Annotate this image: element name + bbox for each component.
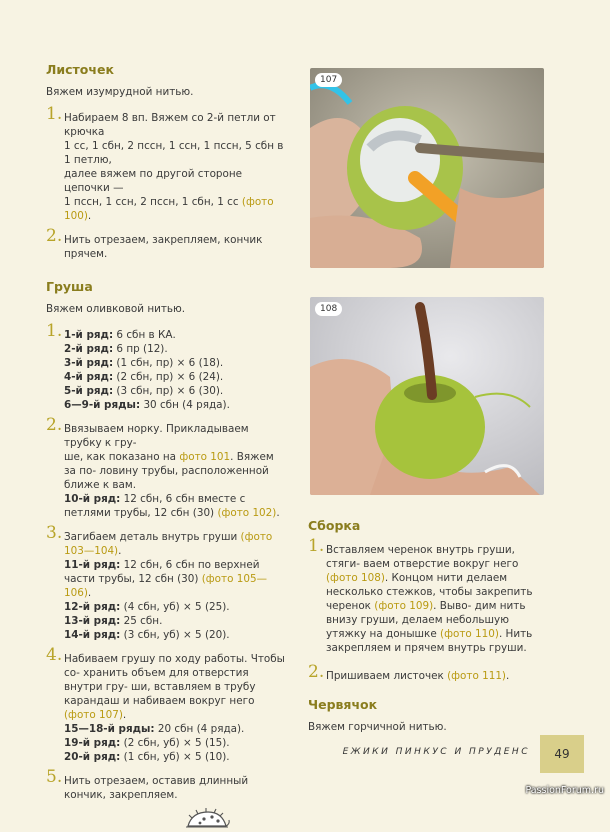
step-4-text: Набиваем грушу по ходу работы. Чтобы со- хранить объем для отверстия внутри гру- ши, вставляем в трубу карандаш и набиваем вокруг него [64, 653, 285, 707]
row-label: 5-й ряд: [64, 385, 114, 397]
row-tail: . [276, 507, 280, 519]
assembly-step-1-part-c: . Выво- дим нить внизу груши, делаем небольшую утяжку на донышке [326, 600, 526, 640]
row-text: 6 пр (12). [116, 343, 168, 355]
row-line [64, 722, 286, 736]
photo-ref: (фото 109) [374, 600, 434, 612]
leaf-step-1-line-1: Набираем 8 вп. Вяжем со 2-й петли от крючка [64, 112, 276, 138]
photo-ref: (фото 107) [64, 709, 123, 721]
left-column [46, 62, 286, 832]
row-line [64, 384, 286, 398]
row-line [64, 398, 286, 412]
right-column [308, 518, 546, 746]
pear-step-3 [46, 523, 286, 642]
row-label: 19-й ряд: [64, 737, 121, 749]
step-2-line-1: Ввязываем норку. Прикладываем трубку к гру- [64, 423, 249, 449]
row-line [64, 558, 286, 600]
book-title: ЕЖИКИ ПИНКУС И ПРУДЕНС [342, 747, 530, 757]
step-number: 5. [46, 767, 63, 787]
step-3-tail: . [118, 545, 122, 557]
row-line [64, 600, 286, 614]
row-text: (4 сбн, уб) × 5 (25). [123, 601, 230, 613]
step-number: 4. [46, 645, 63, 665]
photo-ref: (фото 102) [217, 507, 277, 519]
assembly-step-2-text: Пришиваем листочек [326, 670, 444, 682]
step-3-text: Загибаем деталь внутрь груши [64, 531, 238, 543]
photo-ref: (фото 110) [440, 628, 499, 640]
photo-108-image [310, 297, 544, 495]
row-line [64, 492, 286, 520]
step-number: 2. [46, 415, 63, 435]
assembly-step-1-part-a: Вставляем черенок внутрь груши, стяги- ваем отверстие вокруг него [326, 544, 519, 570]
leaf-step-2 [46, 226, 286, 261]
row-text: 12 сбн, 6 сбн по верхней части трубы, 12 сбн (30) [64, 559, 260, 585]
photo-ref: фото 101 [179, 451, 231, 463]
leaf-step-1 [46, 104, 286, 223]
row-text: 25 сбн. [123, 615, 163, 627]
leaf-step-1-line-4: 1 пссн, 1 ссн, 2 пссн, 1 сбн, 1 сс [64, 196, 239, 208]
row-label: 1-й ряд: [64, 329, 114, 341]
leaf-intro: Вяжем изумрудной нитью. [46, 86, 194, 98]
row-label: 12-й ряд: [64, 601, 121, 613]
watermark: PassionForum.ru [525, 785, 604, 796]
pear-step-2 [46, 415, 286, 520]
row-line [64, 614, 286, 628]
photo-108 [310, 297, 544, 495]
row-text: (3 сбн, уб) × 5 (20). [123, 629, 230, 641]
row-text: (1 сбн, уб) × 5 (10). [123, 751, 230, 763]
row-text: 30 сбн (4 ряда). [143, 399, 230, 411]
row-text: (2 сбн, пр) × 6 (24). [116, 371, 224, 383]
row-label: 20-й ряд: [64, 751, 121, 763]
worm-intro: Вяжем горчичной нитью. [308, 721, 447, 733]
row-text: (2 сбн, уб) × 5 (15). [123, 737, 230, 749]
row-text: (3 сбн, пр) × 6 (30). [116, 385, 224, 397]
step-5-text: Нить отрезаем, оставив длинный кончик, закрепляем. [64, 775, 249, 801]
row-label: 11-й ряд: [64, 559, 121, 571]
page-footer [0, 735, 610, 773]
row-tail: . [87, 587, 92, 599]
row-line [64, 328, 286, 342]
pear-heading: Груша [46, 279, 93, 294]
leaf-step-1-tail: . [87, 210, 92, 222]
photo-107-image [310, 68, 544, 268]
assembly-heading: Сборка [308, 518, 361, 533]
photo-ref: (фото 105—106) [64, 573, 267, 599]
step-number: 1. [308, 536, 325, 556]
row-line [64, 356, 286, 370]
row-line [64, 370, 286, 384]
row-label: 2-й ряд: [64, 343, 114, 355]
row-line [64, 628, 286, 642]
photo-ref: (фото 100) [64, 196, 274, 222]
row-label: 15—18-й ряды: [64, 723, 155, 735]
assembly-step-2 [308, 662, 546, 683]
step-number: 1. [46, 104, 63, 124]
leaf-heading: Листочек [46, 62, 114, 77]
photo-ref: (фото 103—104) [64, 531, 273, 557]
leaf-step-1-line-2: 1 сс, 1 сбн, 2 пссн, 1 ссн, 1 пссн, 5 сбн в 1 петлю, [64, 140, 284, 166]
step-number: 1. [46, 321, 63, 341]
row-text: 12 сбн, 6 сбн вместе с петлями трубы, 12 сбн (30) [64, 493, 246, 519]
photo-107 [310, 68, 544, 268]
step-number: 3. [46, 523, 63, 543]
page-number: 49 [540, 735, 584, 773]
photo-number-badge: 107 [315, 73, 342, 87]
photo-number-badge: 108 [315, 302, 342, 316]
leaf-step-1-line-3: далее вяжем по другой стороне цепочки — [64, 168, 243, 194]
row-label: 6—9-й ряды: [64, 399, 141, 411]
row-label: 4-й ряд: [64, 371, 114, 383]
row-text: 6 сбн в КА. [116, 329, 176, 341]
row-text: (1 сбн, пр) × 6 (18). [116, 357, 224, 369]
pear-intro: Вяжем оливковой нитью. [46, 303, 186, 315]
assembly-step-1-part-d: . Нить закрепляем и прячем внутрь груши. [326, 628, 533, 654]
step-number: 2. [308, 662, 325, 682]
leaf-step-2-text: Нить отрезаем, закрепляем, кончик прячем. [64, 234, 263, 260]
row-label: 10-й ряд: [64, 493, 121, 505]
assembly-step-1-part-b: . Концом нити делаем несколько стежков, чтобы закрепить черенок [326, 572, 533, 612]
step-number: 2. [46, 226, 63, 246]
row-line [64, 342, 286, 356]
pear-step-5 [46, 767, 286, 802]
step-2-mid: . Вяжем за по- ловину трубы, расположенной ближе к вам. [64, 451, 274, 491]
photo-ref: (фото 111) [447, 670, 506, 682]
row-label: 13-й ряд: [64, 615, 121, 627]
row-text: 20 сбн (4 ряда). [157, 723, 245, 735]
photo-ref: (фото 108) [326, 572, 385, 584]
assembly-step-2-tail: . [506, 670, 510, 682]
row-label: 14-й ряд: [64, 629, 121, 641]
hedgehog-doodle-icon [182, 806, 232, 832]
assembly-step-1 [308, 536, 546, 655]
row-label: 3-й ряд: [64, 357, 114, 369]
worm-heading: Червячок [308, 697, 378, 712]
pear-step-1 [46, 321, 286, 412]
step-4-tail: . [122, 709, 127, 721]
step-2-line-2: ше, как показано на [64, 451, 177, 463]
